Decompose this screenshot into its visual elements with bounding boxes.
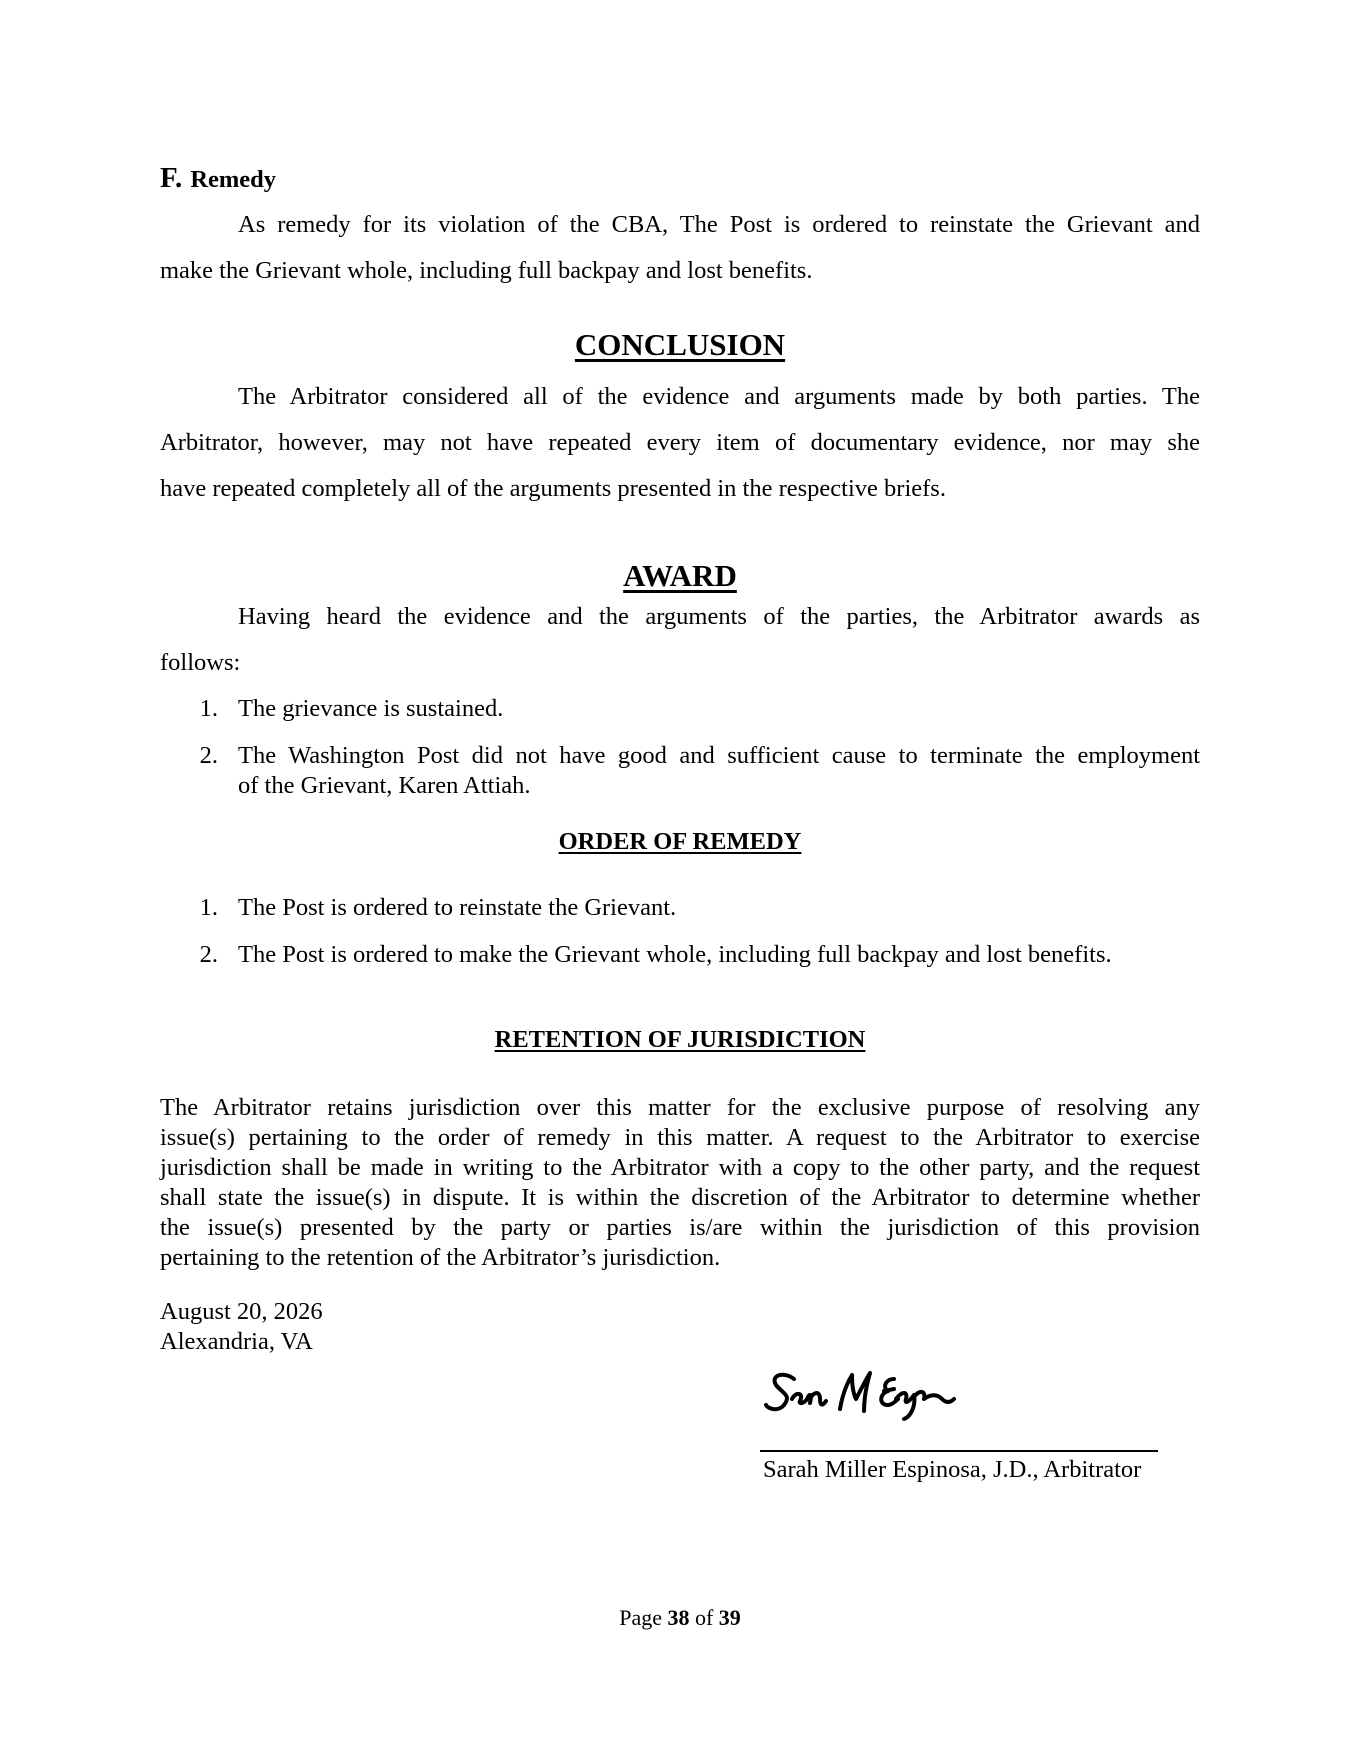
conclusion-paragraph-line: have repeated completely all of the arguments presented in the respective briefs. (160, 475, 946, 502)
order-item-number: 2. (199, 941, 218, 968)
retention-paragraph-line: The Arbitrator retains jurisdiction over this matter for the exclusive purpose of resolving any (160, 1094, 1200, 1121)
remedy-paragraph-line: As remedy for its violation of the CBA, The Post is ordered to reinstate the Grievant and (238, 211, 1200, 238)
award-item-text: The grievance is sustained. (238, 695, 504, 722)
award-heading: AWARD (623, 558, 737, 593)
handwritten-signature (764, 1365, 984, 1425)
signing-date: August 20, 2026 (160, 1298, 323, 1325)
page-number-total: 39 (718, 1605, 741, 1630)
section-f-letter: F. (160, 162, 183, 194)
retention-heading: RETENTION OF JURISDICTION (494, 1026, 866, 1053)
conclusion-heading: CONCLUSION (574, 327, 786, 362)
award-item-number: 1. (199, 695, 218, 722)
award-intro-line: follows: (160, 649, 241, 676)
page-footer-prefix: Page (619, 1605, 668, 1630)
retention-paragraph-line: pertaining to the retention of the Arbitrator’s jurisdiction. (160, 1244, 721, 1271)
award-item-text: The Washington Post did not have good and sufficient cause to terminate the employment (238, 742, 1200, 769)
award-intro-line: Having heard the evidence and the arguments of the parties, the Arbitrator awards as (238, 603, 1200, 630)
signature-line (760, 1450, 1158, 1452)
retention-paragraph-line: jurisdiction shall be made in writing to the Arbitrator with a copy to the other party, and the request (160, 1154, 1200, 1181)
section-f-title: Remedy (190, 166, 277, 193)
retention-paragraph-line: issue(s) pertaining to the order of remedy in this matter. A request to the Arbitrator to exercise (160, 1124, 1200, 1151)
order-item-number: 1. (199, 894, 218, 921)
order-of-remedy-heading: ORDER OF REMEDY (558, 828, 802, 855)
order-item-text: The Post is ordered to reinstate the Grievant. (238, 894, 677, 921)
order-item-text: The Post is ordered to make the Grievant whole, including full backpay and lost benefits. (238, 941, 1112, 968)
conclusion-paragraph-line: Arbitrator, however, may not have repeated every item of documentary evidence, nor may she (160, 429, 1200, 456)
retention-paragraph-line: the issue(s) presented by the party or parties is/are within the jurisdiction of this provision (160, 1214, 1200, 1241)
page-number-current: 38 (667, 1605, 690, 1630)
award-item-text: of the Grievant, Karen Attiah. (238, 772, 531, 799)
signing-place: Alexandria, VA (160, 1328, 313, 1355)
arbitrator-name: Sarah Miller Espinosa, J.D., Arbitrator (763, 1456, 1142, 1483)
section-f-heading (160, 162, 276, 195)
award-item-number: 2. (199, 742, 218, 769)
page-footer-middle: of (689, 1605, 719, 1630)
conclusion-paragraph-line: The Arbitrator considered all of the evidence and arguments made by both parties. The (238, 383, 1200, 410)
retention-paragraph-line: shall state the issue(s) in dispute. It is within the discretion of the Arbitrator to determine whether (160, 1184, 1200, 1211)
remedy-paragraph-line: make the Grievant whole, including full backpay and lost benefits. (160, 257, 813, 284)
page-footer (0, 1604, 1360, 1632)
